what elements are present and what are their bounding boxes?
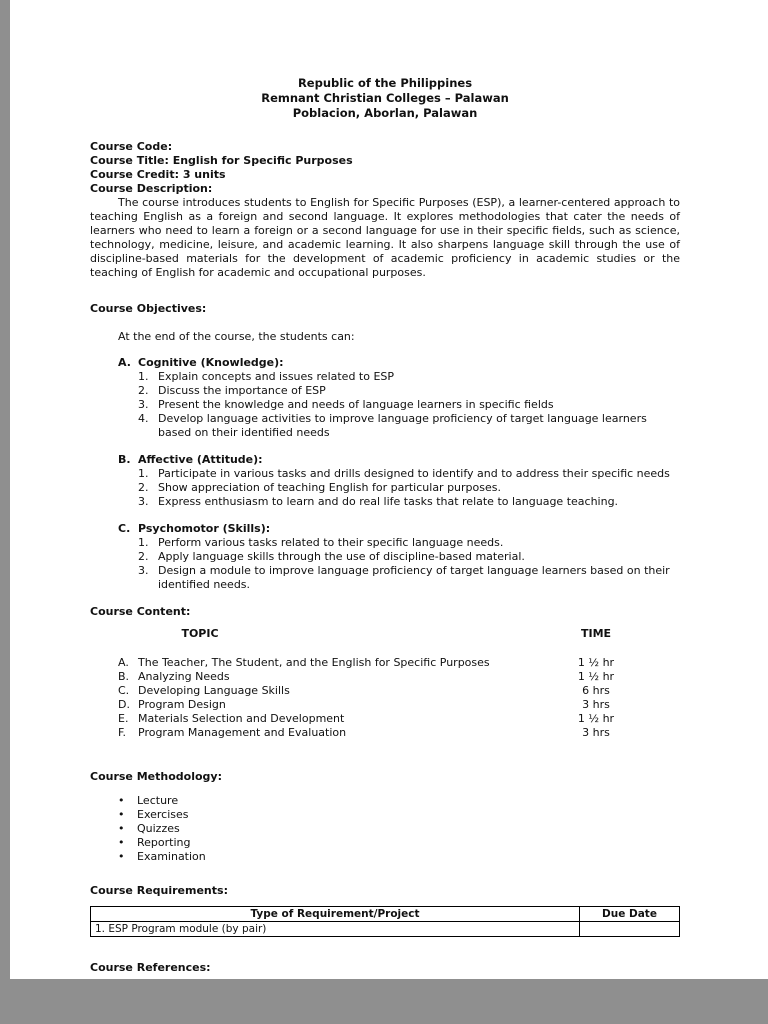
item-number: 1.	[138, 536, 149, 549]
item-number: 4.	[138, 412, 149, 425]
objectives-heading: Course Objectives:	[90, 302, 207, 315]
group-title	[118, 522, 680, 536]
methodology-item	[118, 808, 680, 822]
item-text: Perform various tasks related to their specific language needs.	[158, 536, 504, 549]
row-time: 1 ½ hr	[577, 670, 615, 683]
content-row	[90, 726, 680, 740]
group-letter: A.	[118, 356, 131, 369]
time-column-header: TIME	[580, 627, 612, 640]
item-number: 2.	[138, 550, 149, 563]
group-title-text: Cognitive (Knowledge):	[138, 356, 284, 369]
objective-item	[138, 412, 680, 440]
content-row	[90, 656, 680, 670]
methodology-item-text: Exercises	[137, 808, 189, 821]
requirements-heading: Course Requirements:	[90, 884, 228, 897]
bullet-icon: •	[118, 836, 125, 849]
item-number: 1.	[138, 467, 149, 480]
objective-item	[138, 564, 680, 592]
document-page	[10, 0, 768, 979]
objective-item	[138, 384, 680, 398]
table-row	[91, 922, 680, 937]
group-letter: B.	[118, 453, 131, 466]
header-line-address: Poblacion, Aborlan, Palawan	[292, 106, 478, 120]
header-type-of-requirement: Type of Requirement/Project	[91, 907, 580, 922]
row-letter: E.	[118, 712, 129, 725]
item-text: Explain concepts and issues related to ESP	[158, 370, 395, 383]
row-time: 6 hrs	[582, 684, 610, 697]
item-number: 2.	[138, 384, 149, 397]
row-letter: A.	[118, 656, 129, 669]
methodology-item-text: Reporting	[137, 836, 191, 849]
methodology-heading: Course Methodology:	[90, 770, 222, 783]
objective-item	[138, 481, 680, 495]
row-topic: Program Design	[138, 698, 226, 711]
row-topic: Developing Language Skills	[138, 684, 290, 697]
methodology-item	[118, 794, 680, 808]
content-row	[90, 698, 680, 712]
item-number: 3.	[138, 398, 149, 411]
course-content-column-headers	[90, 627, 680, 641]
item-number: 2.	[138, 481, 149, 494]
objective-group-affective	[118, 453, 680, 509]
item-text: Express enthusiasm to learn and do real life tasks that relate to language teaching.	[158, 495, 619, 508]
objective-item	[138, 370, 680, 384]
methodology-list	[90, 794, 680, 864]
row-time: 3 hrs	[582, 698, 610, 711]
header-due-date: Due Date	[580, 907, 680, 922]
course-description-heading: Course Description:	[90, 182, 213, 195]
group-title	[118, 453, 680, 467]
item-text: Apply language skills through the use of discipline-based material.	[158, 550, 525, 563]
due-date-cell	[580, 922, 680, 937]
row-topic: The Teacher, The Student, and the English for Specific Purposes	[138, 656, 490, 669]
course-description-text: The course introduces students to English for Specific Purposes (ESP), a learner-centered approach to teaching English as a foreign and second language. It explores methodologies that cater the needs of learners who need to learn a foreign or a second language for use in their specific fields, such as science, technology, medicine, leisure, and academic learning. It also sharpens language skill through the use of discipline-based materials for the development of academic proficiency in academic studies or the teaching of English for academic and occupational purposes.	[90, 196, 680, 279]
objective-item	[138, 398, 680, 412]
bullet-icon: •	[118, 822, 125, 835]
row-letter: D.	[118, 698, 130, 711]
content-row	[90, 670, 680, 684]
objective-group-cognitive	[118, 356, 680, 440]
content-row	[90, 684, 680, 698]
row-time: 3 hrs	[582, 726, 610, 739]
group-title-text: Psychomotor (Skills):	[138, 522, 271, 535]
course-code-line: Course Code:	[90, 140, 173, 153]
objective-item	[138, 467, 680, 481]
item-text: Show appreciation of teaching English for particular purposes.	[158, 481, 501, 494]
methodology-item-text: Quizzes	[137, 822, 180, 835]
header-line-country: Republic of the Philippines	[297, 76, 473, 90]
page-content	[10, 0, 768, 975]
item-number: 1.	[138, 370, 149, 383]
row-letter: C.	[118, 684, 130, 697]
group-title-text: Affective (Attitude):	[138, 453, 263, 466]
bullet-icon: •	[118, 794, 125, 807]
requirement-cell: 1. ESP Program module (by pair)	[91, 922, 580, 937]
item-number: 3.	[138, 495, 149, 508]
group-title	[118, 356, 680, 370]
row-topic: Analyzing Needs	[138, 670, 230, 683]
table-header-row	[91, 907, 680, 922]
course-credit-line: Course Credit: 3 units	[90, 168, 226, 181]
methodology-item-text: Examination	[137, 850, 206, 863]
requirements-table	[90, 906, 680, 937]
references-heading: Course References:	[90, 961, 211, 974]
methodology-item	[118, 822, 680, 836]
course-content-heading: Course Content:	[90, 605, 191, 618]
item-text: Present the knowledge and needs of language learners in specific fields	[158, 398, 554, 411]
row-letter: F.	[118, 726, 127, 739]
school-header	[90, 76, 680, 121]
item-text: Discuss the importance of ESP	[158, 384, 326, 397]
bullet-icon: •	[118, 808, 125, 821]
item-text: Participate in various tasks and drills designed to identify and to address their specific needs	[158, 467, 670, 480]
header-line-school: Remnant Christian Colleges – Palawan	[261, 91, 509, 105]
objective-item	[138, 536, 680, 550]
item-number: 3.	[138, 564, 149, 577]
row-topic: Materials Selection and Development	[138, 712, 345, 725]
item-text: Develop language activities to improve language proficiency of target language learners based on their identified needs	[158, 412, 647, 439]
item-text: Design a module to improve language proficiency of target language learners based on their identified needs.	[158, 564, 670, 591]
methodology-item	[118, 850, 680, 864]
topic-column-header: TOPIC	[181, 627, 219, 640]
row-time: 1 ½ hr	[577, 656, 615, 669]
objectives-intro: At the end of the course, the students can:	[118, 330, 355, 343]
objective-group-psychomotor	[118, 522, 680, 592]
methodology-item	[118, 836, 680, 850]
methodology-item-text: Lecture	[137, 794, 179, 807]
group-letter: C.	[118, 522, 131, 535]
row-topic: Program Management and Evaluation	[138, 726, 347, 739]
row-time: 1 ½ hr	[577, 712, 615, 725]
bullet-icon: •	[118, 850, 125, 863]
row-letter: B.	[118, 670, 130, 683]
objective-item	[138, 550, 680, 564]
course-title-line: Course Title: English for Specific Purposes	[90, 154, 353, 167]
objective-item	[138, 495, 680, 509]
content-row	[90, 712, 680, 726]
